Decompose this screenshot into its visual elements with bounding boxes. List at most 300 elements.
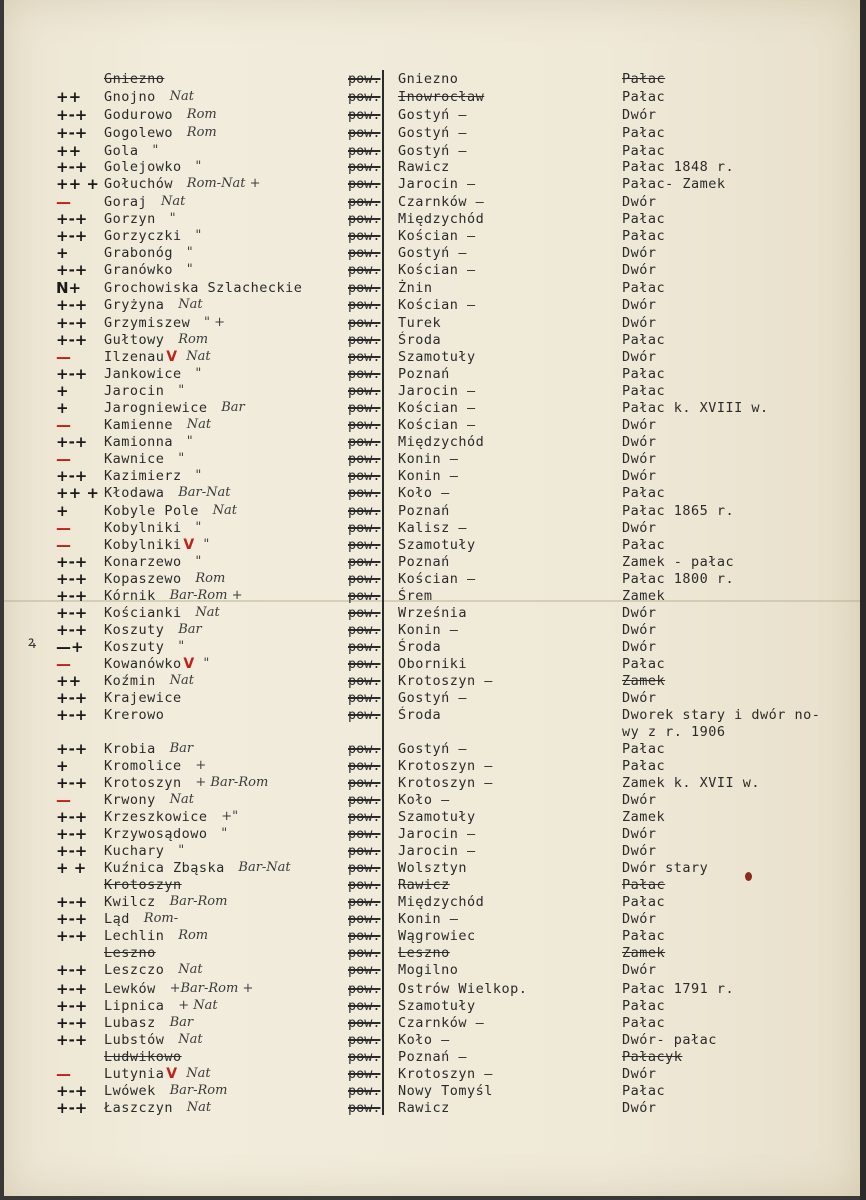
handwritten-note: Bar-Rom [169, 1083, 228, 1098]
district-name: Gostyń — [398, 690, 468, 706]
district-name: Poznań [398, 366, 450, 382]
village-name: Lewków [104, 981, 156, 997]
list-item [4, 944, 860, 962]
list-item [4, 808, 860, 826]
building-type: Zamek [622, 945, 666, 961]
handwritten-marks: +-+ [56, 893, 88, 911]
list-item [4, 757, 860, 775]
handwritten-note: " + [204, 315, 226, 330]
building-type: Dwór [622, 826, 657, 842]
district-name: Turek [398, 315, 442, 331]
village-name: Kłodawa [104, 485, 165, 501]
district-prefix: pow. [348, 176, 381, 192]
handwritten-note: " [178, 843, 185, 858]
district-name: Żnin [398, 280, 433, 296]
district-name: Września [398, 605, 468, 621]
handwritten-note: " [186, 434, 193, 449]
building-type: Zamek k. XVII w. [622, 775, 761, 791]
district-name: Wolsztyn [398, 860, 468, 876]
handwritten-note: + Nat [178, 998, 218, 1013]
handwritten-note: Nat [186, 349, 211, 364]
handwritten-note: Nat [161, 194, 186, 209]
district-name: Gostyń — [398, 143, 468, 159]
building-type: Pałac [622, 877, 666, 893]
district-name: Kościan — [398, 571, 476, 587]
district-prefix: pow. [348, 71, 381, 87]
list-item [4, 296, 860, 314]
district-prefix: pow. [348, 707, 381, 723]
village-name: Koźmin [104, 673, 156, 689]
handwritten-note: Bar-Nat [238, 860, 291, 875]
district-prefix: pow. [348, 485, 381, 501]
village-name: Gryżyna [104, 297, 165, 313]
district-prefix: pow. [348, 89, 381, 105]
handwritten-note: Rom [195, 571, 226, 586]
district-name: Krotoszyn — [398, 673, 493, 689]
handwritten-marks: +-+ [56, 314, 88, 332]
list-item [4, 382, 860, 400]
handwritten-note: Rom [186, 125, 217, 140]
handwritten-marks: +-+ [56, 927, 88, 945]
village-name: Gogolewo [104, 125, 174, 141]
list-item [4, 689, 860, 707]
handwritten-marks: — [56, 348, 71, 366]
building-type: Pałac [622, 656, 666, 672]
handwritten-note: Bar [169, 1015, 194, 1030]
handwritten-marks: +-+ [56, 553, 88, 571]
handwritten-marks: +-+ [56, 1031, 88, 1049]
handwritten-note: Nat [169, 89, 194, 104]
handwritten-marks: +-+ [56, 1099, 88, 1117]
scan-edge [860, 0, 866, 1200]
handwritten-marks: + + [56, 859, 87, 877]
list-item [4, 621, 860, 639]
district-prefix: pow. [348, 981, 381, 997]
list-item [4, 1082, 860, 1100]
handwritten-note: Rom [186, 107, 217, 122]
district-name: Szamotuły [398, 537, 476, 553]
village-name: Leszczo [104, 962, 165, 978]
district-prefix: pow. [348, 211, 381, 227]
district-name: Koło — [398, 1032, 450, 1048]
handwritten-note: " [152, 143, 159, 158]
district-prefix: pow. [348, 400, 381, 416]
list-item [4, 519, 860, 537]
list-item [4, 331, 860, 349]
list-item [4, 980, 860, 998]
building-type: Dwór [622, 520, 657, 536]
village-name: Kuchary [104, 843, 165, 859]
village-name: Kowanówko [104, 656, 182, 672]
village-name: Krerowo [104, 707, 165, 723]
building-type: Dwór [622, 262, 657, 278]
district-name: Inowrocław [398, 89, 485, 105]
building-type: Zamek [622, 673, 666, 689]
list-item [4, 88, 860, 106]
handwritten-marks: +-+ [56, 124, 88, 142]
building-type: Pałac [622, 125, 666, 141]
district-name: Ostrów Wielkop. [398, 981, 528, 997]
list-item [4, 1065, 860, 1083]
handwritten-marks: ++ [56, 142, 82, 160]
handwritten-marks: +-+ [56, 210, 88, 228]
district-prefix: pow. [348, 656, 381, 672]
list-item [4, 502, 860, 520]
district-prefix: pow. [348, 588, 381, 604]
handwritten-note: " [195, 159, 202, 174]
district-prefix: pow. [348, 468, 381, 484]
village-name: Gola [104, 143, 139, 159]
building-type: Dwór [622, 107, 657, 123]
district-name: Krotoszyn — [398, 1066, 493, 1082]
district-name: Śrem [398, 588, 433, 604]
district-prefix: pow. [348, 1032, 381, 1048]
district-name: Środa [398, 707, 442, 723]
district-name: Kalisz — [398, 520, 468, 536]
district-name: Międzychód [398, 894, 485, 910]
handwritten-marks: +-+ [56, 331, 88, 349]
building-type: Pałac [622, 143, 666, 159]
village-name: Koszuty [104, 622, 165, 638]
district-prefix: pow. [348, 741, 381, 757]
list-item [4, 536, 860, 554]
building-type: Zamek - pałac [622, 554, 735, 570]
building-type: Dwór [622, 843, 657, 859]
handwritten-note: Nat [169, 792, 194, 807]
handwritten-note: Nat [195, 605, 220, 620]
district-prefix: pow. [348, 228, 381, 244]
district-name: Kościan — [398, 400, 476, 416]
list-item [4, 723, 860, 741]
margin-mark: ꝝ [28, 634, 37, 650]
handwritten-note: " [178, 639, 185, 654]
district-prefix: pow. [348, 366, 381, 382]
district-prefix: pow. [348, 826, 381, 842]
list-item [4, 893, 860, 911]
village-name: Goraj [104, 194, 148, 210]
district-name: Kościan — [398, 417, 476, 433]
village-name: Jarocin [104, 383, 165, 399]
list-item [4, 842, 860, 860]
building-type: Dwór [622, 962, 657, 978]
village-name: Kościanki [104, 605, 182, 621]
village-name: Kamionna [104, 434, 174, 450]
list-item [4, 570, 860, 588]
list-item [4, 859, 860, 877]
village-name: Krajewice [104, 690, 182, 706]
building-type: Pałac [622, 366, 666, 382]
building-type: Zamek [622, 588, 666, 604]
handwritten-marks: — [56, 1065, 71, 1083]
village-name: Gnojno [104, 89, 156, 105]
village-name: Krwony [104, 792, 156, 808]
list-item [4, 175, 860, 193]
district-name: Kościan — [398, 262, 476, 278]
village-name: Lechlin [104, 928, 165, 944]
building-type: Dwór [622, 639, 657, 655]
district-prefix: pow. [348, 1083, 381, 1099]
building-type: Pałac [622, 89, 666, 105]
handwritten-marks: +-+ [56, 467, 88, 485]
village-name: Gułtowy [104, 332, 165, 348]
district-name: Szamotuły [398, 349, 476, 365]
district-prefix: pow. [348, 125, 381, 141]
district-name: Konin — [398, 622, 459, 638]
district-name: Konin — [398, 468, 459, 484]
handwritten-marks: +-+ [56, 296, 88, 314]
list-item [4, 193, 860, 211]
village-name: Kwilcz [104, 894, 156, 910]
list-item [4, 348, 860, 366]
handwritten-note: Rom-Nat + [186, 176, 261, 191]
village-name: Krotoszyn [104, 775, 182, 791]
handwritten-note: Nat [186, 1100, 212, 1115]
village-name: Kobyle Pole [104, 503, 199, 519]
district-prefix: pow. [348, 417, 381, 433]
list-item [4, 1014, 860, 1032]
building-type: Dwór [622, 349, 657, 365]
handwritten-marks: +-+ [56, 604, 88, 622]
village-name: Konarzewo [104, 554, 182, 570]
building-type: Pałac [622, 332, 666, 348]
building-type: Dwór [622, 451, 657, 467]
building-type: Pałac 1791 r. [622, 981, 735, 997]
building-type: Pałac [622, 998, 666, 1014]
district-prefix: pow. [348, 297, 381, 313]
building-type: Dwór [622, 297, 657, 313]
district-prefix: pow. [348, 503, 381, 519]
handwritten-marks: ++ + [56, 484, 99, 502]
handwritten-marks: +-+ [56, 1082, 88, 1100]
handwritten-note: " [195, 366, 202, 381]
handwritten-note: +" [221, 809, 239, 824]
red-check-mark: V [166, 349, 178, 365]
handwritten-marks: +-+ [56, 961, 88, 979]
district-prefix: pow. [348, 998, 381, 1014]
list-item [4, 450, 860, 468]
handwritten-note: Nat [169, 673, 194, 688]
handwritten-note: " [203, 656, 210, 671]
district-name: Krotoszyn — [398, 758, 493, 774]
handwritten-marks: +-+ [56, 825, 88, 843]
handwritten-marks: +-+ [56, 910, 88, 928]
village-name: Kromolice [104, 758, 182, 774]
district-name: Kościan — [398, 297, 476, 313]
building-type: Dwór [622, 622, 657, 638]
district-prefix: pow. [348, 877, 381, 893]
district-name: Konin — [398, 911, 459, 927]
building-type: Pałac [622, 211, 666, 227]
list-item [4, 638, 860, 656]
district-prefix: pow. [348, 962, 381, 978]
village-name: Grochowiska Szlacheckie [104, 280, 303, 296]
handwritten-marks: + [56, 757, 69, 775]
district-name: Poznań — [398, 1049, 468, 1065]
district-name: Środa [398, 332, 442, 348]
list-item [4, 1031, 860, 1049]
district-name: Rawicz [398, 1100, 450, 1116]
handwritten-marks: — [56, 791, 71, 809]
village-name: Ilzenau [104, 349, 165, 365]
village-name: Grabonóg [104, 245, 174, 261]
red-check-mark: V [183, 656, 195, 672]
building-type: Dwór [622, 605, 657, 621]
list-item [4, 706, 860, 724]
village-name: Kawnice [104, 451, 165, 467]
handwritten-marks: +-+ [56, 158, 88, 176]
red-check-mark: V [183, 537, 195, 553]
list-item [4, 1048, 860, 1066]
district-name: Międzychód [398, 211, 485, 227]
handwritten-marks: — [56, 655, 71, 673]
village-name: Kamienne [104, 417, 174, 433]
district-prefix: pow. [348, 894, 381, 910]
village-name: Grzymiszew [104, 315, 191, 331]
handwritten-marks: +-+ [56, 774, 88, 792]
handwritten-note: " [203, 537, 210, 552]
building-type: Dwór [622, 434, 657, 450]
list-item [4, 791, 860, 809]
building-type: Dwór [622, 911, 657, 927]
village-name: Granówko [104, 262, 174, 278]
district-name: Gostyń — [398, 107, 468, 123]
handwritten-note: Nat [178, 962, 203, 977]
handwritten-note: " [195, 554, 202, 569]
building-type: Pałac k. XVIII w. [622, 400, 769, 416]
handwritten-note: Bar [221, 400, 245, 415]
village-name: Lwówek [104, 1083, 156, 1099]
district-name: Koło — [398, 792, 450, 808]
red-check-mark: V [166, 1066, 178, 1082]
building-type: Zamek [622, 809, 666, 825]
village-name: Koszuty [104, 639, 165, 655]
district-name: Nowy Tomyśl [398, 1083, 493, 1099]
handwritten-note: " [186, 245, 193, 260]
district-prefix: pow. [348, 758, 381, 774]
list-item [4, 910, 860, 928]
handwritten-marks: + [56, 244, 69, 262]
list-item [4, 604, 860, 622]
handwritten-marks: +-+ [56, 621, 88, 639]
village-name: Ludwikowo [104, 1049, 182, 1065]
list-item [4, 1099, 860, 1117]
handwritten-marks: +-+ [56, 570, 88, 588]
list-item [4, 227, 860, 245]
list-item [4, 553, 860, 571]
handwritten-note: Bar-Rom [169, 894, 228, 909]
handwritten-marks: +-+ [56, 261, 88, 279]
village-name: Lubstów [104, 1032, 165, 1048]
list-item [4, 655, 860, 673]
district-prefix: pow. [348, 792, 381, 808]
village-name: Kopaszewo [104, 571, 182, 587]
building-type: Pałac [622, 383, 666, 399]
district-name: Jarocin — [398, 176, 476, 192]
district-name: Jarocin — [398, 826, 476, 842]
list-item [4, 467, 860, 485]
village-name: Gorzyczki [104, 228, 182, 244]
handwritten-note: " [186, 262, 193, 277]
handwritten-note: Rom [178, 332, 209, 347]
handwritten-marks: + [56, 399, 69, 417]
building-type: Pałac [622, 1015, 666, 1031]
district-prefix: pow. [348, 911, 381, 927]
district-name: Gostyń — [398, 125, 468, 141]
list-item [4, 210, 860, 228]
district-name: Gostyń — [398, 245, 468, 261]
handwritten-note: Bar-Nat [178, 485, 231, 500]
handwritten-note: + [195, 758, 207, 773]
village-name: Ląd [104, 911, 130, 927]
district-prefix: pow. [348, 159, 381, 175]
building-type: Dwór [622, 1066, 657, 1082]
district-name: Jarocin — [398, 383, 476, 399]
building-type: Pałac 1800 r. [622, 571, 735, 587]
handwritten-note: Nat [186, 417, 212, 432]
village-name: Gorzyn [104, 211, 156, 227]
list-item [4, 927, 860, 945]
building-type: Pałac [622, 1083, 666, 1099]
building-type: Pałac [622, 894, 666, 910]
village-name: Gniezno [104, 71, 165, 87]
village-name: Kuźnica Zbąska [104, 860, 225, 876]
village-name: Jankowice [104, 366, 182, 382]
building-type: Pałac [622, 228, 666, 244]
building-type: Dwór [622, 315, 657, 331]
handwritten-note: Rom- [143, 911, 179, 926]
handwritten-note: Bar [178, 622, 202, 637]
building-type: Pałac [622, 758, 666, 774]
handwritten-note: + Bar-Rom [195, 775, 269, 790]
building-type: Pałac- Zamek [622, 176, 726, 192]
building-type: Dworek stary i dwór no- [622, 707, 821, 723]
list-item [4, 997, 860, 1015]
district-name: Poznań [398, 554, 450, 570]
handwritten-marks: — [56, 416, 71, 434]
village-name: Gołuchów [104, 176, 174, 192]
district-name: Środa [398, 639, 442, 655]
handwritten-marks: — [56, 536, 71, 554]
list-item [4, 484, 860, 502]
district-name: Gniezno [398, 71, 459, 87]
building-type: Pałac [622, 741, 666, 757]
district-prefix: pow. [348, 1066, 381, 1082]
district-name: Wągrowiec [398, 928, 476, 944]
district-prefix: pow. [348, 639, 381, 655]
list-item [4, 106, 860, 124]
district-name: Konin — [398, 451, 459, 467]
building-type: Pałac [622, 928, 666, 944]
handwritten-note: Nat [178, 297, 203, 312]
handwritten-marks: — [56, 519, 71, 537]
district-name: Szamotuły [398, 809, 476, 825]
handwritten-note: Rom [178, 928, 209, 943]
village-name: Krzywosądowo [104, 826, 208, 842]
district-prefix: pow. [348, 434, 381, 450]
district-name: Oborniki [398, 656, 468, 672]
list-item [4, 70, 860, 88]
handwritten-marks: +-+ [56, 997, 88, 1015]
district-prefix: pow. [348, 945, 381, 961]
district-name: Czarnków — [398, 194, 485, 210]
handwritten-marks: ++ [56, 88, 82, 106]
handwritten-note: Bar-Rom + [169, 588, 243, 603]
list-item [4, 876, 860, 894]
handwritten-marks: +-+ [56, 433, 88, 451]
district-prefix: pow. [348, 315, 381, 331]
village-name: Krzeszkowice [104, 809, 208, 825]
district-prefix: pow. [348, 1100, 381, 1116]
